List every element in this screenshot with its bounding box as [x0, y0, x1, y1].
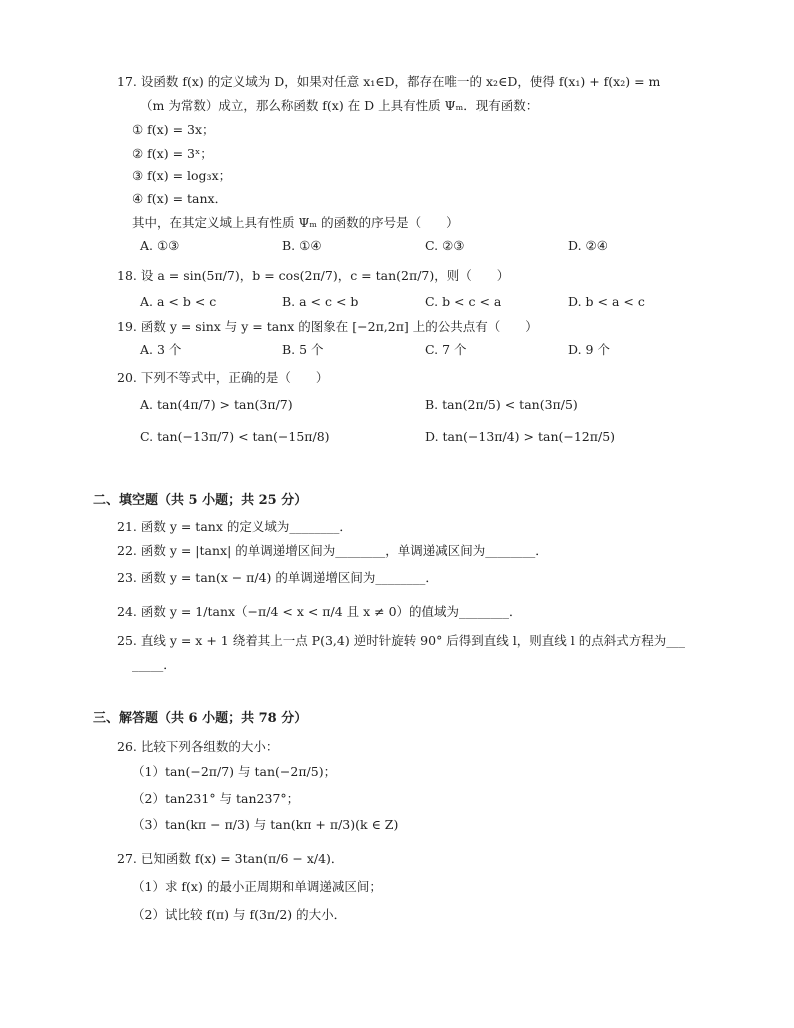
q27: 27. 已知函数 f(x) = 3tan(π/6 − x/4)． — [117, 851, 344, 866]
q18-stem: 18. 设 a = sin(5π/7)，b = cos(2π/7)，c = tan(2π/7)，则（ ） — [117, 268, 510, 283]
q22: 22. 函数 y = |tanx| 的单调递增区间为________，单调递减区间为________． — [117, 543, 548, 558]
section2-title: 二、填空题（共 5 小题；共 25 分） — [93, 493, 308, 508]
q18-option-b: B. a < c < b — [282, 294, 359, 309]
q17-option-b: B. ①④ — [282, 238, 322, 253]
q17-line3: 其中，在其定义域上具有性质 Ψₘ 的函数的序号是（ ） — [132, 215, 459, 230]
q26: 26. 比较下列各组数的大小： — [117, 739, 279, 754]
q25-line1: 25. 直线 y = x + 1 绕着其上一点 P(3,4) 逆时针旋转 90° 后得到直线 l，则直线 l 的点斜式方程为___ — [117, 633, 685, 648]
q19-option-a: A. 3 个 — [140, 342, 182, 357]
q26-part-2: （2）tan231° 与 tan237°； — [132, 791, 300, 806]
q17-line2: （m 为常数）成立，那么称函数 f(x) 在 D 上具有性质 Ψₘ．现有函数： — [140, 98, 539, 113]
q25-line2: _____． — [132, 657, 176, 672]
q27-part-2: （2）试比较 f(π) 与 f(3π/2) 的大小． — [132, 907, 347, 922]
q24: 24. 函数 y = 1/tanx（−π/4 < x < π/4 且 x ≠ 0）的值域为________． — [117, 604, 522, 619]
q18-option-a: A. a < b < c — [140, 294, 217, 309]
q17-option-c: C. ②③ — [425, 238, 465, 253]
q20-stem: 20. 下列不等式中，正确的是（ ） — [117, 370, 329, 385]
q23: 23. 函数 y = tan(x − π/4) 的单调递增区间为________． — [117, 570, 438, 585]
q17-item-3: ③ f(x) = log₃x； — [132, 168, 232, 183]
q19-stem: 19. 函数 y = sinx 与 y = tanx 的图象在 [−2π,2π] 上的公共点有（ ） — [117, 319, 538, 334]
q18-option-d: D. b < a < c — [568, 294, 645, 309]
q17-option-d: D. ②④ — [568, 238, 608, 253]
q17-item-4: ④ f(x) = tanx． — [132, 191, 228, 206]
q26-part-1: （1）tan(−2π/7) 与 tan(−2π/5)； — [132, 764, 337, 779]
q20-option-d: D. tan(−13π/4) > tan(−12π/5) — [425, 429, 616, 444]
q20-option-b: B. tan(2π/5) < tan(3π/5) — [425, 397, 578, 412]
q20-option-a: A. tan(4π/7) > tan(3π/7) — [140, 397, 293, 412]
q19-option-b: B. 5 个 — [282, 342, 324, 357]
section3-title: 三、解答题（共 6 小题；共 78 分） — [93, 711, 308, 726]
q27-part-1: （1）求 f(x) 的最小正周期和单调递减区间； — [132, 879, 382, 894]
q21: 21. 函数 y = tanx 的定义域为________． — [117, 519, 352, 534]
q17-option-a: A. ①③ — [140, 238, 180, 253]
q17-item-2: ② f(x) = 3ˣ； — [132, 146, 213, 161]
q17-line1: 17. 设函数 f(x) 的定义域为 D，如果对任意 x₁∈D，都存在唯一的 x₂∈D，使得 f(x₁) + f(x₂) = m — [117, 74, 661, 89]
q18-option-c: C. b < c < a — [425, 294, 502, 309]
q26-part-3: （3）tan(kπ − π/3) 与 tan(kπ + π/3)(k ∈ Z) — [132, 817, 399, 832]
q19-option-c: C. 7 个 — [425, 342, 467, 357]
q20-option-c: C. tan(−13π/7) < tan(−15π/8) — [140, 429, 330, 444]
q19-option-d: D. 9 个 — [568, 342, 610, 357]
q17-item-1: ① f(x) = 3x； — [132, 122, 215, 137]
